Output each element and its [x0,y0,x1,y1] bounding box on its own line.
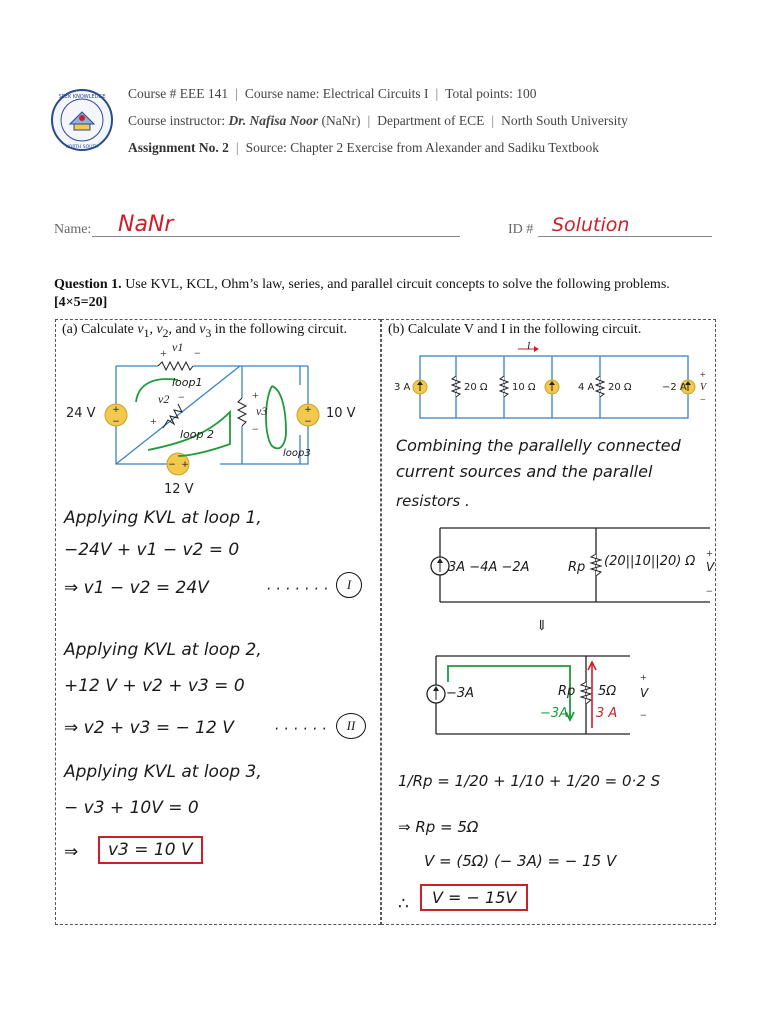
b-r2: 10 Ω [512,382,536,393]
b-eq2-minus: − [640,708,647,722]
svg-text:−: − [168,460,176,470]
a-step-5: +12 V + v2 + v3 = 0 [64,676,245,696]
svg-text:NORTH SOUTH: NORTH SOUTH [65,145,99,150]
b-eq2-current-green: −3A [540,706,569,721]
svg-text:−: − [304,417,312,427]
total-points: Total points: 100 [445,86,537,101]
a-step-1: Applying KVL at loop 1, [64,508,262,528]
b-r1: 20 Ω [464,382,488,393]
b-final-answer: V = − 15V [420,884,528,911]
id-underline [538,236,712,237]
b-eq2-rp-value: 5Ω [598,684,617,699]
a-step-7: Applying KVL at loop 3, [64,762,262,782]
svg-text:SEEK KNOWLEDGE: SEEK KNOWLEDGE [58,94,106,100]
b-text-2: current sources and the parallel [396,462,653,481]
b-v-plus: + [700,370,706,381]
source-12v: 12 V [164,482,194,497]
b-eq1-rp-value: (20||10||20) Ω [604,554,696,569]
v3-minus: − [252,422,259,436]
course-name: Course name: Electrical Circuits I [244,86,429,101]
question-body: Use KVL, KCL, Ohm’s law, series, and parallel circuit concepts to solve the following problems. [125,277,670,292]
instructor-label: Course instructor: [128,113,226,128]
b-src-neg2a: −2 A [662,382,687,393]
part-a-prompt: (a) Calculate $v_1$, $v_2$, and $v_3$ in the following circuit. [62,322,347,340]
a-step-4: Applying KVL at loop 2, [64,640,262,660]
loop1-label: loop1 [172,376,203,389]
b-v-label: V [700,382,707,393]
b-therefore: ∴ [398,894,409,914]
course-number: Course # EEE 141 [128,86,229,101]
id-value: Solution [552,214,630,236]
b-text-3: resistors . [396,492,470,510]
question-label: Question 1. [54,277,122,292]
svg-text:+: + [181,460,189,470]
a-dots-2: · · · · · · [274,720,327,738]
a-step-6: ⇒ v2 + v3 = − 12 V [64,718,234,738]
b-eq1-rp: Rp [568,560,586,575]
svg-text:−: − [112,417,120,427]
header-line-1: Course # EEE 141 | Course name: Electrical Circuits I | Total points: 100 [128,86,537,101]
v2-minus: − [178,390,185,404]
b-eq2-current-red: 3 A [596,706,618,721]
header-line-2: Course instructor: Dr. Nafisa Noor (NaNr) | Department of ECE | North South University [128,113,628,128]
name-value: NaNr [118,212,174,237]
v2-label: v2 [158,392,170,406]
b-eq1-minus: − [706,584,713,598]
source-10v: 10 V [326,406,356,421]
b-eq1-source: 3A −4A −2A [448,560,530,575]
part-b-prompt: (b) Calculate V and I in the following circuit. [388,322,642,337]
assignment-source: Source: Chapter 2 Exercise from Alexander and Sadiku Textbook [245,140,600,155]
b-eq1-plus: + [706,546,713,560]
header-line-3: Assignment No. 2 | Source: Chapter 2 Exercise from Alexander and Sadiku Textbook [128,140,600,155]
loop2-label: loop 2 [180,428,214,441]
instructor-short: (NaNr) [321,113,361,128]
b-arrow-down: ⇓ [536,619,548,634]
id-label: ID # [508,222,534,237]
a-implies: ⇒ [64,842,79,862]
b-src-3a: 3 A [394,382,411,393]
svg-text:+: + [112,405,120,415]
a-final-answer: v3 = 10 V [98,836,203,864]
v2-plus: + [150,414,157,428]
a-step-3: ⇒ v1 − v2 = 24V [64,578,209,598]
university: North South University [501,113,628,128]
eq-tag-1: I [336,572,362,598]
b-eq2-v: V [640,686,649,700]
b-eq2-rp: Rp [558,684,576,699]
v3-label: v3 [256,404,268,418]
v1-minus: − [194,346,201,360]
part-a-prompt-suffix: in the following circuit. [214,322,347,337]
b-eq2-plus: + [640,670,647,684]
source-24v: 24 V [66,406,96,421]
assignment-number: Assignment No. 2 [128,140,229,155]
b-r3: 20 Ω [608,382,632,393]
b-src-4a: 4 A [578,382,595,393]
instructor-name: Dr. Nafisa Noor [228,113,319,128]
loop3-label: loop3 [283,448,311,459]
v3-plus: + [252,388,259,402]
svg-text:+: + [304,405,312,415]
v1-plus: + [160,346,167,360]
v1-label: v1 [172,340,184,354]
a-step-2: −24V + v1 − v2 = 0 [64,540,240,560]
name-label: Name: [54,222,92,237]
university-logo [50,88,114,152]
eq-tag-2: II [336,713,366,739]
b-step-3: V = (5Ω) (− 3A) = − 15 V [424,852,617,870]
b-text-1: Combining the parallelly connected [396,436,681,455]
question-text [54,276,734,312]
b-current-label: I [527,341,531,352]
part-a-prompt-prefix: (a) Calculate [62,322,134,337]
question-points: [4×5=20] [54,295,108,310]
b-step-1: 1/Rp = 1/20 + 1/10 + 1/20 = 0·2 S [398,772,661,790]
b-eq1-v: V [706,560,715,574]
department: Department of ECE [377,113,485,128]
a-dots-1: · · · · · · · [266,580,328,598]
a-step-8: − v3 + 10V = 0 [64,798,199,818]
b-v-minus: − [700,395,706,406]
b-step-2: ⇒ Rp = 5Ω [398,818,479,836]
b-eq2-source: −3A [446,686,475,701]
